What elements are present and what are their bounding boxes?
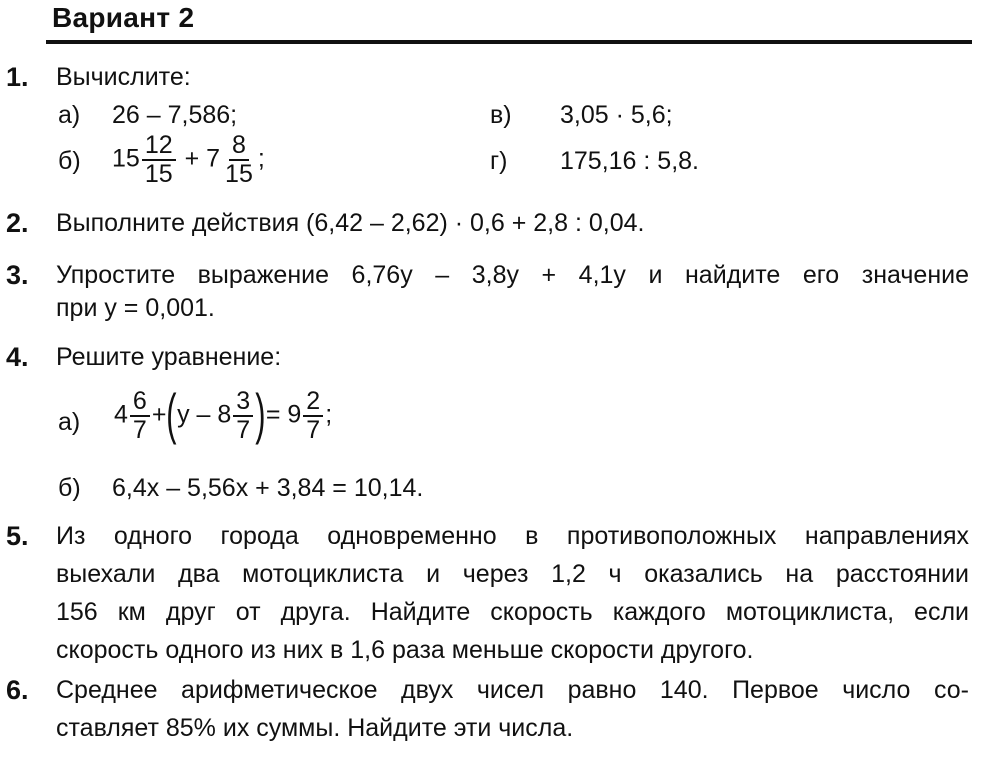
fraction: [233, 389, 253, 443]
denominator: 15: [144, 160, 173, 188]
mixed-whole: 15: [112, 144, 140, 173]
task-1a-expression: 26 – 7,586;: [112, 101, 238, 129]
task-4a-equation: [114, 382, 333, 445]
numerator: 6: [130, 389, 150, 417]
denominator: 7: [306, 416, 321, 444]
fraction: [130, 389, 150, 443]
title-underline: [46, 40, 972, 44]
numerator: 3: [233, 389, 253, 417]
task-5-line: скорость одного из них в 1,6 раза меньше скорости другого.: [56, 636, 754, 664]
equals-part: = 9: [265, 400, 302, 429]
task-1-text: Вычислите:: [56, 63, 191, 91]
task-4-number: 4.: [6, 342, 29, 372]
numerator: 12: [142, 133, 176, 161]
task-4a-label: а): [58, 408, 81, 436]
task-6-line: ставляет 85% их суммы. Найдите эти числа.: [56, 714, 574, 742]
task-5-line: Из одного города одновременно в противоположных направлениях: [56, 522, 969, 550]
task-5-line: 156 км друг от друга. Найдите скорость каждого мотоциклиста, если: [56, 598, 969, 626]
denominator: 15: [225, 160, 253, 188]
terminator: ;: [257, 144, 265, 173]
task-4b-label: б): [58, 474, 81, 502]
task-2-text: Выполните действия (6,42 – 2,62) · 0,6 + 2,8 : 0,04.: [56, 209, 645, 237]
task-6-number: 6.: [6, 675, 29, 705]
task-3-line-1: Упростите выражение 6,76y – 3,8y + 4,1y и найдите его значение: [56, 261, 969, 289]
task-1b-expression: [112, 133, 265, 187]
task-4-text: Решите уравнение:: [56, 343, 282, 371]
right-parenthesis: ): [255, 382, 266, 445]
task-3-line-2: при y = 0,001.: [56, 294, 215, 322]
task-1g-label: г): [490, 147, 508, 175]
task-1v-expression: 3,05 · 5,6;: [560, 101, 673, 129]
task-6-line: Среднее арифметическое двух чисел равно 140. Первое число со-: [56, 676, 969, 704]
numerator: 8: [229, 133, 249, 161]
denominator: 7: [236, 416, 251, 444]
denominator: 7: [132, 416, 147, 444]
inner-expression: y – 8: [177, 400, 232, 429]
terminator: ;: [325, 400, 333, 429]
task-5-line: выехали два мотоциклиста и через 1,2 ч оказались на расстоянии: [56, 560, 969, 588]
task-4b-equation: 6,4x – 5,56x + 3,84 = 10,14.: [112, 474, 424, 502]
mixed-whole: 4: [114, 400, 128, 429]
task-1a-label: а): [58, 101, 81, 129]
task-1v-label: в): [490, 101, 512, 129]
task-5-number: 5.: [6, 521, 29, 551]
left-parenthesis: (: [166, 382, 177, 445]
task-1g-expression: 175,16 : 5,8.: [560, 147, 700, 175]
task-2-number: 2.: [6, 208, 29, 238]
fraction: [222, 133, 256, 187]
mixed-whole: 7: [206, 144, 221, 173]
page-title: Вариант 2: [52, 2, 195, 33]
fraction: [142, 133, 176, 187]
task-3-number: 3.: [6, 260, 29, 290]
task-1-number: 1.: [6, 62, 29, 92]
fraction: [303, 389, 323, 443]
numerator: 2: [303, 389, 323, 417]
operator: +: [151, 400, 167, 429]
operator: +: [184, 144, 200, 173]
task-1b-label: б): [58, 147, 81, 175]
